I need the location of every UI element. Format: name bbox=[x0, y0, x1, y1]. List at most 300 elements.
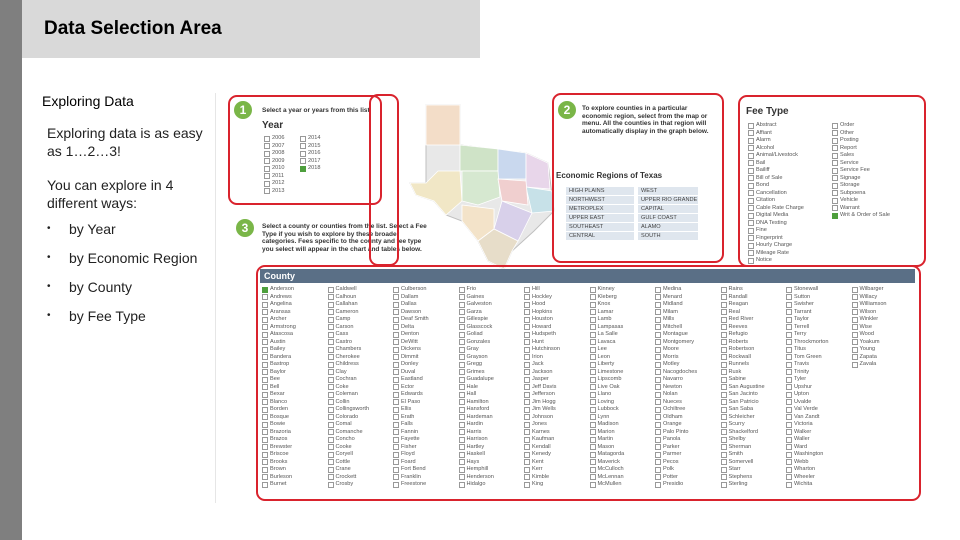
checkbox-label: Moore bbox=[663, 346, 679, 352]
checkbox-label: Grimes bbox=[466, 368, 485, 375]
checkbox-label: Callahan bbox=[335, 301, 358, 307]
checkbox-label: Hockley bbox=[532, 293, 552, 300]
checkbox-label: Runnels bbox=[728, 361, 750, 367]
ways-item-label: by Year bbox=[69, 221, 116, 237]
checkbox-label: Concho bbox=[335, 436, 355, 442]
checkbox-label: Loving bbox=[597, 398, 614, 405]
checkbox-label: Robertson bbox=[728, 346, 755, 352]
step-1-circle: 1 bbox=[234, 101, 252, 119]
region-option[interactable]: METROPLEX bbox=[566, 205, 634, 213]
checkbox-label: Howard bbox=[532, 323, 552, 330]
checkbox-label: Dallam bbox=[401, 293, 419, 300]
checkbox-label: Jefferson bbox=[532, 391, 555, 397]
checkbox-label: Deaf Smith bbox=[401, 316, 429, 322]
checkbox-label: Brooks bbox=[270, 458, 288, 465]
region-option[interactable]: CENTRAL bbox=[566, 232, 634, 240]
region-option[interactable]: NORTHWEST bbox=[566, 196, 634, 204]
checkbox-label: Brazos bbox=[270, 436, 288, 442]
checkbox-label: Denton bbox=[401, 331, 420, 337]
checkbox-label: Bell bbox=[270, 383, 280, 390]
checkbox-label: Bond bbox=[756, 182, 770, 188]
checkbox-label: Ward bbox=[794, 443, 808, 450]
checkbox-label: Delta bbox=[401, 323, 415, 330]
checkbox-label: Dawson bbox=[401, 308, 422, 315]
checkbox-label: Armstrong bbox=[270, 323, 296, 330]
checkbox-label: Fine bbox=[756, 227, 767, 233]
checkbox-label: Hall bbox=[466, 391, 477, 397]
region-option[interactable]: SOUTH bbox=[638, 232, 698, 240]
checkbox-label: Palo Pinto bbox=[663, 428, 689, 435]
checkbox-label: Taylor bbox=[794, 316, 809, 322]
checkbox-label: Grayson bbox=[466, 353, 488, 360]
region-high-plains[interactable] bbox=[426, 105, 460, 145]
ways-item-economic-region bbox=[47, 249, 197, 278]
checkbox-label: Order bbox=[840, 122, 855, 128]
checkbox-label: Coke bbox=[335, 383, 349, 390]
checkbox-label: Randall bbox=[728, 293, 748, 300]
checkbox-label: Nueces bbox=[663, 398, 682, 405]
checkbox-label: Shelby bbox=[728, 436, 746, 442]
checkbox-label: Anderson bbox=[270, 286, 294, 292]
ways-item-label: by Economic Region bbox=[69, 250, 198, 266]
checkbox-label: 2008 bbox=[272, 150, 285, 156]
checkbox-label: Digital Media bbox=[756, 212, 789, 218]
checkbox-label: Foard bbox=[401, 458, 416, 465]
checkbox-label: 2013 bbox=[272, 187, 285, 194]
checkbox-label: Presidio bbox=[663, 481, 684, 487]
checkbox-label: Navarro bbox=[663, 376, 683, 382]
checkbox-label: Brazoria bbox=[270, 428, 291, 435]
checkbox-label: Franklin bbox=[401, 473, 421, 480]
checkbox-label: Edwards bbox=[401, 391, 423, 397]
checkbox-label: Coleman bbox=[335, 391, 358, 397]
checkbox-label: Montague bbox=[663, 331, 688, 337]
ways-item-county bbox=[47, 278, 197, 307]
checkbox-label: Medina bbox=[663, 286, 682, 292]
checkbox-label: Waller bbox=[794, 436, 810, 442]
checkbox-label: Clay bbox=[335, 368, 347, 375]
checkbox-label: Starr bbox=[728, 466, 741, 472]
checkbox-label: Hood bbox=[532, 301, 546, 307]
checkbox-label: Archer bbox=[270, 316, 287, 322]
checkbox-label: Nolan bbox=[663, 391, 678, 397]
checkbox-label: Bexar bbox=[270, 391, 285, 397]
checkbox-label: Fannin bbox=[401, 428, 419, 435]
checkbox-label: Angelina bbox=[270, 301, 292, 307]
checkbox-label: Hamilton bbox=[466, 398, 489, 405]
checkbox-label: Menard bbox=[663, 293, 682, 300]
checkbox-label: Collin bbox=[335, 398, 350, 405]
checkbox-label: Montgomery bbox=[663, 338, 695, 345]
county-heading: County bbox=[260, 269, 915, 283]
checkbox-label: Washington bbox=[794, 451, 824, 457]
checkbox-label: Brown bbox=[270, 466, 286, 472]
checkbox-label: San Saba bbox=[728, 406, 754, 412]
checkbox-label: 2015 bbox=[308, 142, 321, 149]
checkbox-label: Cottle bbox=[335, 458, 351, 465]
checkbox-label: Lampasas bbox=[597, 323, 624, 330]
checkbox-label: Donley bbox=[401, 361, 419, 367]
checkbox-label: 2017 bbox=[308, 157, 321, 164]
checkbox-label: 2018 bbox=[308, 165, 321, 171]
checkbox-label: Cass bbox=[335, 331, 349, 337]
checkbox-label: Comanche bbox=[335, 428, 363, 435]
checkbox-label: Hopkins bbox=[532, 308, 553, 315]
checkbox-label: Caldwell bbox=[335, 286, 357, 292]
checkbox-label: Briscoe bbox=[270, 451, 289, 457]
ways-text: You can explore in 4 different ways: bbox=[47, 177, 174, 211]
checkbox-label: Oldham bbox=[663, 413, 683, 420]
checkbox-label: Kinney bbox=[597, 286, 615, 292]
checkbox-label: Hale bbox=[466, 383, 479, 390]
region-option[interactable]: UPPER EAST bbox=[566, 214, 634, 222]
checkbox-label: Sales bbox=[840, 152, 854, 158]
checkbox-label: Pecos bbox=[663, 458, 679, 465]
checkbox-label: Jones bbox=[532, 421, 547, 427]
checkbox-label: Kent bbox=[532, 458, 544, 465]
checkbox-label: Burnet bbox=[270, 481, 287, 487]
checkbox-label: King bbox=[532, 481, 544, 487]
checkbox-label: Scurry bbox=[728, 421, 745, 427]
checkbox-label: Gillespie bbox=[466, 316, 488, 322]
checkbox-label: Warrant bbox=[840, 204, 860, 211]
checkbox-label: Erath bbox=[401, 413, 415, 420]
checkbox-label: McLennan bbox=[597, 473, 624, 480]
checkbox-label: Crockett bbox=[335, 473, 357, 480]
region-northwest[interactable] bbox=[460, 145, 498, 171]
checkbox-label: Somervell bbox=[728, 458, 754, 465]
checkbox-label: Bowie bbox=[270, 421, 286, 427]
checkbox-label: Blanco bbox=[270, 398, 288, 405]
checkbox-label: 2011 bbox=[272, 172, 285, 179]
checkbox-label: Lynn bbox=[597, 413, 610, 420]
checkbox-label: Cameron bbox=[335, 308, 359, 315]
checkbox-label: Morris bbox=[663, 353, 679, 360]
checkbox-label: Fisher bbox=[401, 443, 417, 450]
checkbox-label: Gregg bbox=[466, 361, 483, 367]
checkbox-label: Roberts bbox=[728, 338, 749, 345]
checkbox-label: Martin bbox=[597, 436, 614, 442]
checkbox-label: Henderson bbox=[466, 473, 494, 480]
checkbox-label: Wilbarger bbox=[859, 286, 884, 292]
ways-list bbox=[47, 220, 197, 336]
checkbox-label: Childress bbox=[335, 361, 359, 367]
checkbox-label: Signage bbox=[840, 174, 861, 181]
checkbox-label: Parmer bbox=[663, 451, 682, 457]
checkbox-label: Hansford bbox=[466, 406, 490, 412]
checkbox-label: Colorado bbox=[335, 413, 359, 420]
checkbox-label: Abstract bbox=[756, 122, 777, 128]
checkbox-label: Sabine bbox=[728, 376, 746, 382]
checkbox-label: Williamson bbox=[859, 301, 887, 307]
checkbox-label: Limestone bbox=[597, 368, 624, 375]
checkbox-label: Bailey bbox=[270, 346, 286, 352]
checkbox-label: Jasper bbox=[532, 376, 549, 382]
region-option[interactable]: CAPITAL bbox=[638, 205, 698, 213]
region-option[interactable]: ALAMO bbox=[638, 223, 698, 231]
checkbox-label: Mills bbox=[663, 316, 675, 322]
checkbox-label: Johnson bbox=[532, 413, 554, 420]
checkbox-label: Kerr bbox=[532, 466, 543, 472]
regions-heading: Economic Regions of Texas bbox=[556, 171, 663, 180]
checkbox-label: Jack bbox=[532, 361, 544, 367]
checkbox-label: 2009 bbox=[272, 157, 285, 164]
checkbox-label: Kleberg bbox=[597, 293, 617, 300]
checkbox-label: Walker bbox=[794, 428, 812, 435]
checkbox-label: Ector bbox=[401, 383, 415, 390]
checkbox-label: Cherokee bbox=[335, 353, 360, 360]
checkbox-label: Sutton bbox=[794, 293, 811, 300]
checkbox-label: Live Oak bbox=[597, 383, 620, 390]
checkbox-label: Titus bbox=[794, 346, 806, 352]
checkbox-label: Harrison bbox=[466, 436, 488, 442]
region-option[interactable]: GULF COAST bbox=[638, 214, 698, 222]
checkbox-label: Zavala bbox=[859, 361, 877, 367]
checkbox-label: Cochran bbox=[335, 376, 357, 382]
checkbox-label: Schleicher bbox=[728, 413, 755, 420]
checkbox-label: Fort Bend bbox=[401, 466, 426, 472]
checkbox-label: Swisher bbox=[794, 301, 814, 307]
checkbox-label: Rains bbox=[728, 286, 743, 292]
checkbox-label: Lipscomb bbox=[597, 376, 622, 382]
step-3-circle: 3 bbox=[236, 219, 254, 237]
checkbox-label: Uvalde bbox=[794, 398, 812, 405]
checkbox-label: Cable Rate Charge bbox=[756, 204, 804, 211]
checkbox-label: 2006 bbox=[272, 135, 285, 141]
checkbox-label: Comal bbox=[335, 421, 352, 427]
checkbox-label: Lamar bbox=[597, 308, 614, 315]
checkbox-label: Goliad bbox=[466, 331, 483, 337]
checkbox-label: Marion bbox=[597, 428, 615, 435]
checkbox-label: Fayette bbox=[401, 436, 420, 442]
checkbox-label: Hidalgo bbox=[466, 481, 486, 487]
checkbox-label: Chambers bbox=[335, 346, 362, 352]
checkbox-label: Motley bbox=[663, 361, 680, 367]
checkbox-label: Hunt bbox=[532, 338, 544, 345]
checkbox-label: Upshur bbox=[794, 383, 813, 390]
checkbox-label: Camp bbox=[335, 316, 351, 322]
checkbox-label: Hudspeth bbox=[532, 331, 556, 337]
checkbox-label: Wood bbox=[859, 331, 875, 337]
checkbox-label: Willacy bbox=[859, 293, 878, 300]
checkbox-label: Stephens bbox=[728, 473, 753, 480]
checkbox-label: Upton bbox=[794, 391, 809, 397]
checkbox-label: Lavaca bbox=[597, 338, 616, 345]
checkbox-label: Brewster bbox=[270, 443, 293, 450]
checkbox-label: Panola bbox=[663, 436, 681, 442]
checkbox-label: Floyd bbox=[401, 451, 415, 457]
checkbox-label: San Augustine bbox=[728, 383, 765, 390]
region-option[interactable]: HIGH PLAINS bbox=[566, 187, 634, 195]
checkbox-label: Val Verde bbox=[794, 406, 818, 412]
checkbox-label: La Salle bbox=[597, 331, 618, 337]
checkbox-label: Mitchell bbox=[663, 323, 682, 330]
data-selection-screenshot bbox=[215, 93, 931, 503]
slide-accent-bar bbox=[0, 0, 22, 540]
checkbox-label: Affiant bbox=[756, 129, 772, 136]
checkbox-label: El Paso bbox=[401, 398, 421, 405]
checkbox-label: Freestone bbox=[401, 481, 427, 487]
checkbox-label: Lubbock bbox=[597, 406, 619, 412]
year-heading: Year bbox=[262, 120, 284, 131]
step-3-instruction: Select a county or counties from the list. Select a Fee Type if you wish to explore by these broader categories. Fees specific to the county and fee type you select will appear in the chart and tables below. bbox=[262, 223, 427, 253]
checkbox-label: Gray bbox=[466, 346, 479, 352]
checkbox-label: Haskell bbox=[466, 451, 485, 457]
checkbox-label: Bailiff bbox=[756, 167, 770, 173]
checkbox-label: Throckmorton bbox=[794, 338, 829, 345]
checkbox-label: Bee bbox=[270, 376, 280, 382]
checkbox-label: Garza bbox=[466, 308, 482, 315]
checkbox-label: Falls bbox=[401, 421, 413, 427]
checkbox-label: Karnes bbox=[532, 428, 550, 435]
checkbox-label: Winkler bbox=[859, 316, 879, 322]
checkbox-label: Subpoena bbox=[840, 189, 866, 196]
checkbox-label: Harris bbox=[466, 428, 482, 435]
checkbox-label: Wise bbox=[859, 323, 872, 330]
checkbox-label: Gonzales bbox=[466, 338, 491, 345]
checkbox-label: 2016 bbox=[308, 150, 321, 156]
checkbox-label: Cancellation bbox=[756, 189, 787, 196]
checkbox-label: Burleson bbox=[270, 473, 293, 480]
checkbox-label: Travis bbox=[794, 361, 810, 367]
checkbox-label: Carson bbox=[335, 323, 354, 330]
checkbox-label: Report bbox=[840, 144, 857, 151]
checkbox-label: Jim Hogg bbox=[532, 398, 556, 405]
checkbox-label: Hemphill bbox=[466, 466, 489, 472]
checkbox-label: Jeff Davis bbox=[532, 383, 557, 390]
checkbox-label: Trinity bbox=[794, 368, 810, 375]
checkbox-label: Mileage Rate bbox=[756, 249, 789, 256]
checkbox-label: Lee bbox=[597, 346, 607, 352]
checkbox-label: Hartley bbox=[466, 443, 485, 450]
checkbox-label: Hardin bbox=[466, 421, 483, 427]
checkbox-label: Coryell bbox=[335, 451, 353, 457]
checkbox-label: Rockwall bbox=[728, 353, 751, 360]
checkbox-label: Bosque bbox=[270, 413, 289, 420]
checkbox-label: Wheeler bbox=[794, 473, 815, 480]
checkbox-label: DeWitt bbox=[401, 338, 418, 345]
checkbox-label: Borden bbox=[270, 406, 289, 412]
checkbox-label: Gaines bbox=[466, 293, 485, 300]
checkbox-label: Duval bbox=[401, 368, 416, 375]
checkbox-label: Hays bbox=[466, 458, 480, 465]
bullet-icon: • bbox=[47, 252, 51, 263]
checkbox-label: Sterling bbox=[728, 481, 748, 487]
checkbox-label: Bill of Sale bbox=[756, 174, 783, 181]
checkbox-label: Tom Green bbox=[794, 353, 822, 360]
checkbox-label: Parker bbox=[663, 443, 680, 450]
checkbox-label: Austin bbox=[270, 338, 286, 345]
checkbox-label: Maverick bbox=[597, 458, 620, 465]
checkbox-label: Newton bbox=[663, 383, 682, 390]
highlight-fee-type-box bbox=[738, 95, 926, 267]
region-upper-east[interactable] bbox=[526, 153, 550, 189]
checkbox-label: Hill bbox=[532, 286, 540, 292]
checkbox-label: Glasscock bbox=[466, 323, 493, 330]
region-option[interactable]: WEST bbox=[638, 187, 698, 195]
checkbox-label: Service Fee bbox=[840, 167, 870, 173]
checkbox-label: Shackelford bbox=[728, 428, 759, 435]
checkbox-label: Crane bbox=[335, 466, 351, 472]
checkbox-label: Guadalupe bbox=[466, 376, 494, 382]
checkbox-label: Yoakum bbox=[859, 338, 880, 345]
checkbox-label: 2010 bbox=[272, 165, 285, 171]
checkbox-label: Baylor bbox=[270, 368, 286, 375]
intro-text: Exploring data is as easy as 1…2…3! bbox=[47, 125, 203, 159]
checkbox-label: Galveston bbox=[466, 301, 492, 307]
checkbox-label: Irion bbox=[532, 353, 543, 360]
checkbox-label: Terrell bbox=[794, 323, 810, 330]
checkbox-label: Kimble bbox=[532, 473, 550, 480]
checkbox-label: Other bbox=[840, 129, 854, 136]
checkbox-label: Frio bbox=[466, 286, 477, 292]
checkbox-label: Smith bbox=[728, 451, 743, 457]
checkbox-label: Collingsworth bbox=[335, 406, 370, 412]
checkbox-label: Jim Wells bbox=[532, 406, 556, 412]
region-metroplex[interactable] bbox=[498, 149, 526, 179]
highlight-year-box bbox=[228, 95, 382, 205]
checkbox-label: Midland bbox=[663, 301, 683, 307]
checkbox-label: Hourly Charge bbox=[756, 242, 793, 248]
checkbox-label: San Jacinto bbox=[728, 391, 758, 397]
ways-item-label: by Fee Type bbox=[69, 308, 146, 324]
checkbox-label: Animal/Livestock bbox=[756, 152, 798, 158]
checkbox-label: Hardeman bbox=[466, 413, 493, 420]
checkbox-label: Notice bbox=[756, 257, 772, 263]
bullet-icon: • bbox=[47, 223, 51, 234]
checkbox-label: Red River bbox=[728, 316, 754, 322]
checkbox-label: Kendall bbox=[532, 443, 551, 450]
checkbox-label: Mason bbox=[597, 443, 615, 450]
checkbox-label: Posting bbox=[840, 137, 859, 143]
checkbox-label: Refugio bbox=[728, 331, 748, 337]
checkbox-label: Stonewall bbox=[794, 286, 819, 292]
checkbox-label: Milam bbox=[663, 308, 678, 315]
checkbox-label: Bastrop bbox=[270, 361, 290, 367]
checkbox-label: Atascosa bbox=[270, 331, 294, 337]
checkbox-label: Young bbox=[859, 346, 876, 352]
highlight-county-box bbox=[256, 265, 921, 501]
checkbox-label: Writ & Order of Sale bbox=[840, 212, 890, 218]
checkbox-label: Ochiltree bbox=[663, 406, 686, 412]
checkbox-label: Orange bbox=[663, 421, 682, 427]
checkbox-label: Eastland bbox=[401, 376, 423, 382]
highlight-region-box bbox=[552, 93, 724, 263]
highlight-year-connector-box bbox=[369, 94, 399, 266]
fee-type-heading: Fee Type bbox=[746, 106, 789, 117]
checkbox-label: Bail bbox=[756, 159, 766, 166]
checkbox-label: Alarm bbox=[756, 137, 771, 143]
step-2-instruction: To explore counties in a particular economic region, select from the map or menu. All the counties in that region will automatically display in the graph below. bbox=[582, 105, 709, 135]
checkbox-label: Madison bbox=[597, 421, 619, 427]
slide-title: Data Selection Area bbox=[44, 18, 222, 39]
checkbox-label: Reagan bbox=[728, 301, 749, 307]
checkbox-label: McCulloch bbox=[597, 466, 624, 472]
checkbox-label: Real bbox=[728, 308, 741, 315]
region-option[interactable]: SOUTHEAST bbox=[566, 223, 634, 231]
checkbox-label: Dimmit bbox=[401, 353, 419, 360]
region-option[interactable]: UPPER RIO GRANDE bbox=[638, 196, 698, 204]
checkbox-label: 2007 bbox=[272, 142, 285, 149]
bullet-icon: • bbox=[47, 310, 51, 321]
checkbox-label: Tarrant bbox=[794, 308, 812, 315]
checkbox-label: Van Zandt bbox=[794, 413, 820, 420]
checkbox-label: Houston bbox=[532, 316, 553, 322]
checkbox-label: Rusk bbox=[728, 368, 742, 375]
checkbox-label: Potter bbox=[663, 473, 678, 480]
checkbox-label: Aransas bbox=[270, 308, 291, 315]
checkbox-label: McMullen bbox=[597, 481, 622, 487]
